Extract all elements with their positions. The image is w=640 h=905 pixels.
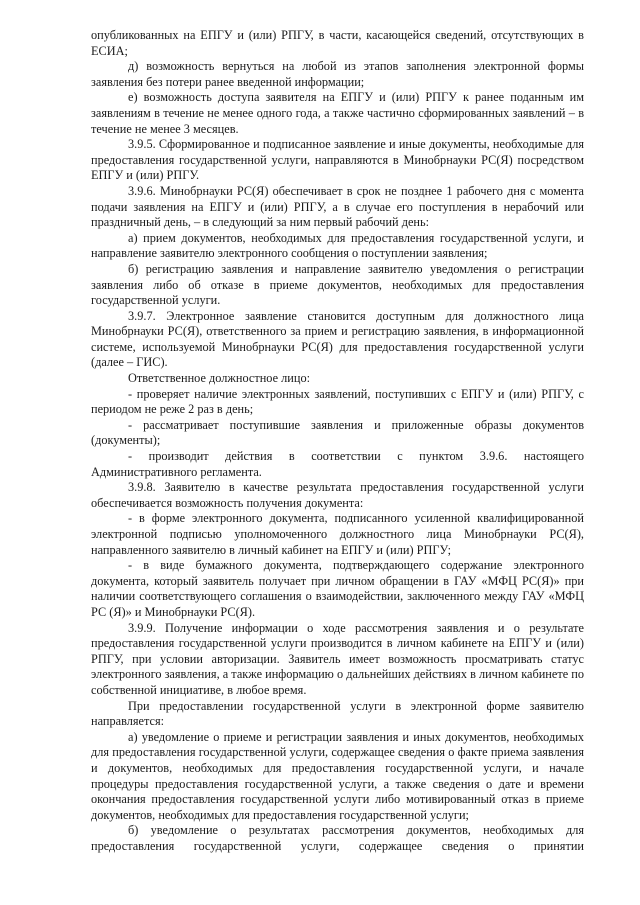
paragraph: а) уведомление о приеме и регистрации заявления и иных документов, необходимых для предоставления государственной услуги, содержащее сведения о факте приема заявления и документов, необходимых для предоставления государственной услуги, и начале процедуры предоставления государственной услуги, а также сведения о дате и времени окончания предоставления государственной услуги либо мотивированный отказ в приеме документов, необходимых для предоставления государственной услуги; — [91, 729, 584, 822]
paragraph: 3.9.8. Заявителю в качестве результата предоставления государственной услуги обеспечивается возможность получения документа: — [91, 480, 584, 510]
paragraph: - производит действия в соответствии с пунктом 3.9.6. настоящего Административного регламента. — [91, 449, 584, 479]
paragraph: е) возможность доступа заявителя на ЕПГУ и (или) РПГУ к ранее поданным им заявлениям в течение не менее одного года, а также частично сформированных заявлений – в течение не менее 3 месяцев. — [91, 90, 584, 136]
paragraph: - в форме электронного документа, подписанного усиленной квалифицированной электронной подписью уполномоченного должностного лица Минобрнауки РС(Я), направленного заявителю в личный кабинет на ЕПГУ и (или) РПГУ; — [91, 511, 584, 557]
paragraph: б) регистрацию заявления и направление заявителю уведомления о регистрации заявления либо об отказе в приеме документов, необходимых для предоставления государственной услуги. — [91, 261, 584, 308]
paragraph: Ответственное должностное лицо: — [128, 371, 311, 386]
paragraph: 3.9.9. Получение информации о ходе рассмотрения заявления и о результате предоставления государственной услуги производится в личном кабинете на ЕПГУ и (или) РПГУ, при условии авторизации. Заявитель имеет возможность просматривать статус электронного заявления, а также информацию о дальнейших действиях в личном кабинете по собственной инициативе, в любое время. — [91, 620, 584, 697]
paragraph: 3.9.5. Сформированное и подписанное заявление и иные документы, необходимые для предоставления государственной услуги, направляются в Минобрнауки РС(Я) посредством ЕПГУ и (или) РПГУ. — [91, 137, 584, 183]
paragraph: - проверяет наличие электронных заявлений, поступивших с ЕПГУ и (или) РПГУ, с периодом не реже 2 раз в день; — [91, 386, 584, 417]
paragraph: а) прием документов, необходимых для предоставления государственной услуги, и направление заявителю электронного сообщения о поступлении заявления; — [91, 230, 584, 261]
paragraph: 3.9.7. Электронное заявление становится доступным для должностного лица Минобрнауки РС(Я), ответственного за прием и регистрацию заявления, в информационной системе, используемой Минобрнауки РС(Я) для предоставления государственной услуги (далее – ГИС). — [91, 308, 584, 370]
paragraph: - в виде бумажного документа, подтверждающего содержание электронного документа, который заявитель получает при личном обращении в ГАУ «МФЦ РС(Я)» при наличии соответствующего соглашения о взаимодействии, заключенного между ГАУ «МФЦ РС (Я)» и Минобрнауки РС(Я). — [91, 558, 584, 619]
paragraph: д) возможность вернуться на любой из этапов заполнения электронной формы заявления без потери ранее введенной информации; — [91, 59, 584, 89]
paragraph: 3.9.6. Минобрнауки РС(Я) обеспечивает в срок не позднее 1 рабочего дня с момента подачи заявления на ЕПГУ и (или) РПГУ, а в случае его поступления в нерабочий или праздничный день, – в следующий за ним первый рабочий день: — [91, 183, 584, 230]
paragraph: опубликованных на ЕПГУ и (или) РПГУ, в части, касающейся сведений, отсутствующих в ЕСИА; — [91, 28, 584, 58]
paragraph: - рассматривает поступившие заявления и приложенные образы документов (документы); — [91, 417, 584, 448]
paragraph: При предоставлении государственной услуги в электронной форме заявителю направляется: — [91, 698, 584, 729]
paragraph: б) уведомление о результатах рассмотрения документов, необходимых для предоставления государственной услуги, содержащее сведения о принятии — [91, 823, 584, 853]
